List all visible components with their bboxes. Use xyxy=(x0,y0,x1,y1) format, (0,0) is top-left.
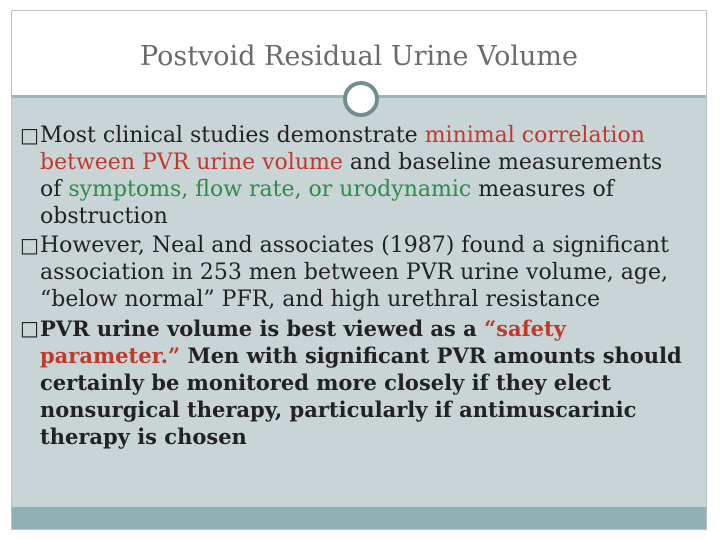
bullet-item xyxy=(20,315,690,450)
bullet-text-part: Most clinical studies demonstrate xyxy=(40,123,425,148)
bullet-marker-icon: □ xyxy=(20,123,39,147)
bullet-text-part: Men with significant PVR amounts should certainly be monitored more closely if they elect nonsurgical therapy, particularly if antimuscarinic therapy is chosen xyxy=(40,343,682,449)
bullet-text-part: and baseline measurements of xyxy=(40,150,663,202)
bullet-text-highlight-red: “safety parameter.” xyxy=(40,316,566,368)
bullet-text-part: measures of obstruction xyxy=(40,177,614,229)
circle-ornament-icon xyxy=(343,81,379,117)
bullet-text-part: However, Neal and associates (1987) found a significant association in 253 men between PVR urine volume, age, “below normal” PFR, and high urethral resistance xyxy=(40,233,669,312)
bullet-text-highlight-green: symptoms, flow rate, or urodynamic xyxy=(68,177,472,202)
slide-title: Postvoid Residual Urine Volume xyxy=(140,41,578,72)
bullet-item xyxy=(20,122,690,230)
bullet-text-part: PVR urine volume is best viewed as a xyxy=(40,316,485,341)
bullet-marker-icon: □ xyxy=(20,233,39,257)
bullet-list xyxy=(20,122,690,452)
bullet-text-highlight-red: minimal correlation between PVR urine volume xyxy=(40,123,645,175)
bullet-item xyxy=(20,232,690,313)
bullet-marker-icon: □ xyxy=(20,316,39,340)
footer-band xyxy=(12,507,706,529)
